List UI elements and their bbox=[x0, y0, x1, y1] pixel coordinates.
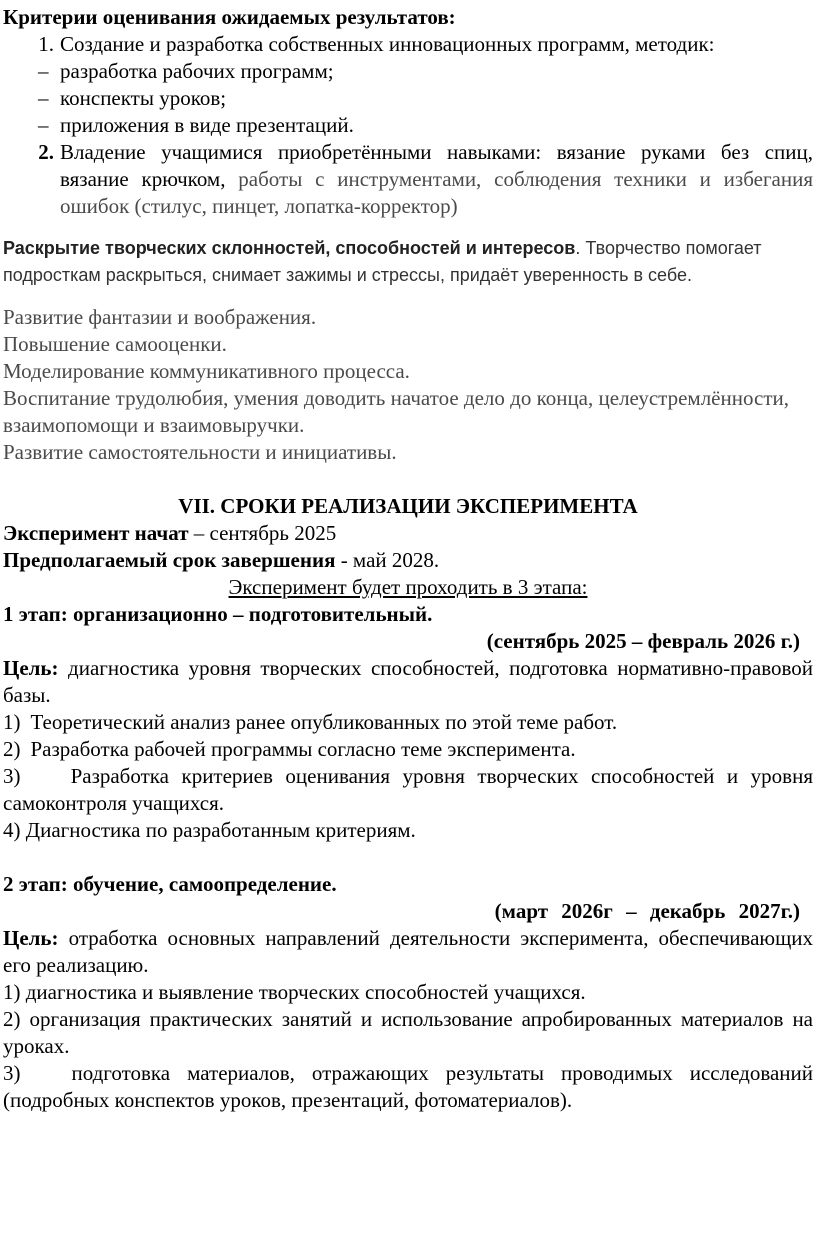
item-number: 2) bbox=[3, 737, 21, 761]
development-list bbox=[3, 304, 813, 466]
creativity-bold: Раскрытие творческих склонностей, способностей и интересов bbox=[3, 238, 576, 258]
item-number: 4) bbox=[3, 818, 21, 842]
stage2-item bbox=[3, 1006, 813, 1060]
development-item: Воспитание трудолюбия, умения доводить начатое дело до конца, целеустремлённости, взаимопомощи и взаимовыручки. bbox=[3, 386, 789, 437]
stage1-goal bbox=[3, 655, 813, 709]
stage1-item bbox=[3, 817, 813, 844]
list-text: Создание и разработка собственных инновационных программ, методик: bbox=[60, 32, 715, 56]
goal-text: отработка основных направлений деятельности эксперимента, обеспечивающих его реализацию. bbox=[3, 926, 813, 977]
item-text: Разработка рабочей программы согласно теме эксперимента. bbox=[30, 737, 576, 761]
dash-mark: – bbox=[38, 86, 49, 110]
creativity-paragraph bbox=[3, 235, 813, 289]
dash-text: конспекты уроков; bbox=[60, 86, 227, 110]
list-text-gray: работы с инструментами, соблюдения техники и избегания ошибок (стилус, пинцет, лопатка-корректор) bbox=[60, 167, 814, 218]
list-text-dark: Владение учащимися приобретёнными навыками: вязание руками без спиц, вязание крючком, bbox=[60, 140, 813, 191]
development-item: Развитие самостоятельности и инициативы. bbox=[3, 440, 397, 464]
item-text: Разработка критериев оценивания уровня творческих способностей и уровня самоконтроля учащихся. bbox=[3, 764, 813, 815]
item-number: 3) bbox=[3, 764, 21, 788]
criteria-item-2 bbox=[3, 139, 813, 220]
development-item: Повышение самооценки. bbox=[3, 332, 227, 356]
stage1-title: 1 этап: организационно – подготовительный. bbox=[3, 602, 433, 626]
goal-label: Цель: bbox=[3, 656, 59, 680]
criteria-item-1 bbox=[3, 31, 813, 58]
item-number: 2) bbox=[3, 1007, 21, 1031]
start-value: – сентябрь 2025 bbox=[188, 521, 337, 545]
stage2-item bbox=[3, 979, 813, 1006]
dash-mark: – bbox=[38, 113, 49, 137]
item-text: подготовка материалов, отражающих результаты проводимых исследований (подробных конспектов уроков, презентаций, фотоматериалов). bbox=[3, 1061, 813, 1112]
dash-text: разработка рабочих программ; bbox=[60, 59, 334, 83]
section-title: VII. СРОКИ РЕАЛИЗАЦИИ ЭКСПЕРИМЕНТА bbox=[178, 494, 638, 518]
stage2-item bbox=[3, 1060, 813, 1114]
end-line bbox=[3, 547, 813, 574]
item-text: Диагностика по разработанным критериям. bbox=[25, 818, 416, 842]
start-label: Эксперимент начат bbox=[3, 521, 189, 545]
stages-note: Эксперимент будет проходить в 3 этапа: bbox=[228, 575, 588, 599]
item-text: диагностика и выявление творческих способностей учащихся. bbox=[25, 980, 586, 1004]
item-number: 1) bbox=[3, 980, 21, 1004]
criteria-dash-item bbox=[3, 85, 813, 112]
end-value: - май 2028. bbox=[335, 548, 440, 572]
criteria-dash-item bbox=[3, 112, 813, 139]
item-text: Теоретический анализ ранее опубликованных по этой теме работ. bbox=[30, 710, 618, 734]
goal-label: Цель: bbox=[3, 926, 59, 950]
development-item: Моделирование коммуникативного процесса. bbox=[3, 359, 410, 383]
criteria-dash-item bbox=[3, 58, 813, 85]
item-number: 1) bbox=[3, 710, 21, 734]
stage2-title: 2 этап: обучение, самоопределение. bbox=[3, 872, 337, 896]
dash-text: приложения в виде презентаций. bbox=[60, 113, 354, 137]
stage2-period: (март 2026г – декабрь 2027г.) bbox=[494, 899, 800, 923]
goal-text: диагностика уровня творческих способностей, подготовка нормативно-правовой базы. bbox=[3, 656, 813, 707]
end-label: Предполагаемый срок завершения bbox=[3, 548, 336, 572]
stage2-goal bbox=[3, 925, 813, 979]
stage1-item bbox=[3, 736, 813, 763]
stage1-item bbox=[3, 763, 813, 817]
dash-mark: – bbox=[38, 59, 49, 83]
start-line bbox=[3, 520, 813, 547]
list-text bbox=[60, 139, 813, 220]
item-number: 3) bbox=[3, 1061, 21, 1085]
criteria-heading: Критерии оценивания ожидаемых результатов: bbox=[3, 5, 456, 29]
stage1-period: (сентябрь 2025 – февраль 2026 г.) bbox=[486, 629, 800, 653]
list-number: 2. bbox=[38, 140, 54, 164]
creativity-rest: . Творчество помогает подросткам раскрыться, снимает зажимы и стрессы, придаёт уверенность в себе. bbox=[3, 238, 762, 285]
development-item: Развитие фантазии и воображения. bbox=[3, 305, 317, 329]
item-text: организация практических занятий и использование апробированных материалов на уроках. bbox=[3, 1007, 813, 1058]
list-number: 1. bbox=[38, 32, 54, 56]
stage1-item bbox=[3, 709, 813, 736]
